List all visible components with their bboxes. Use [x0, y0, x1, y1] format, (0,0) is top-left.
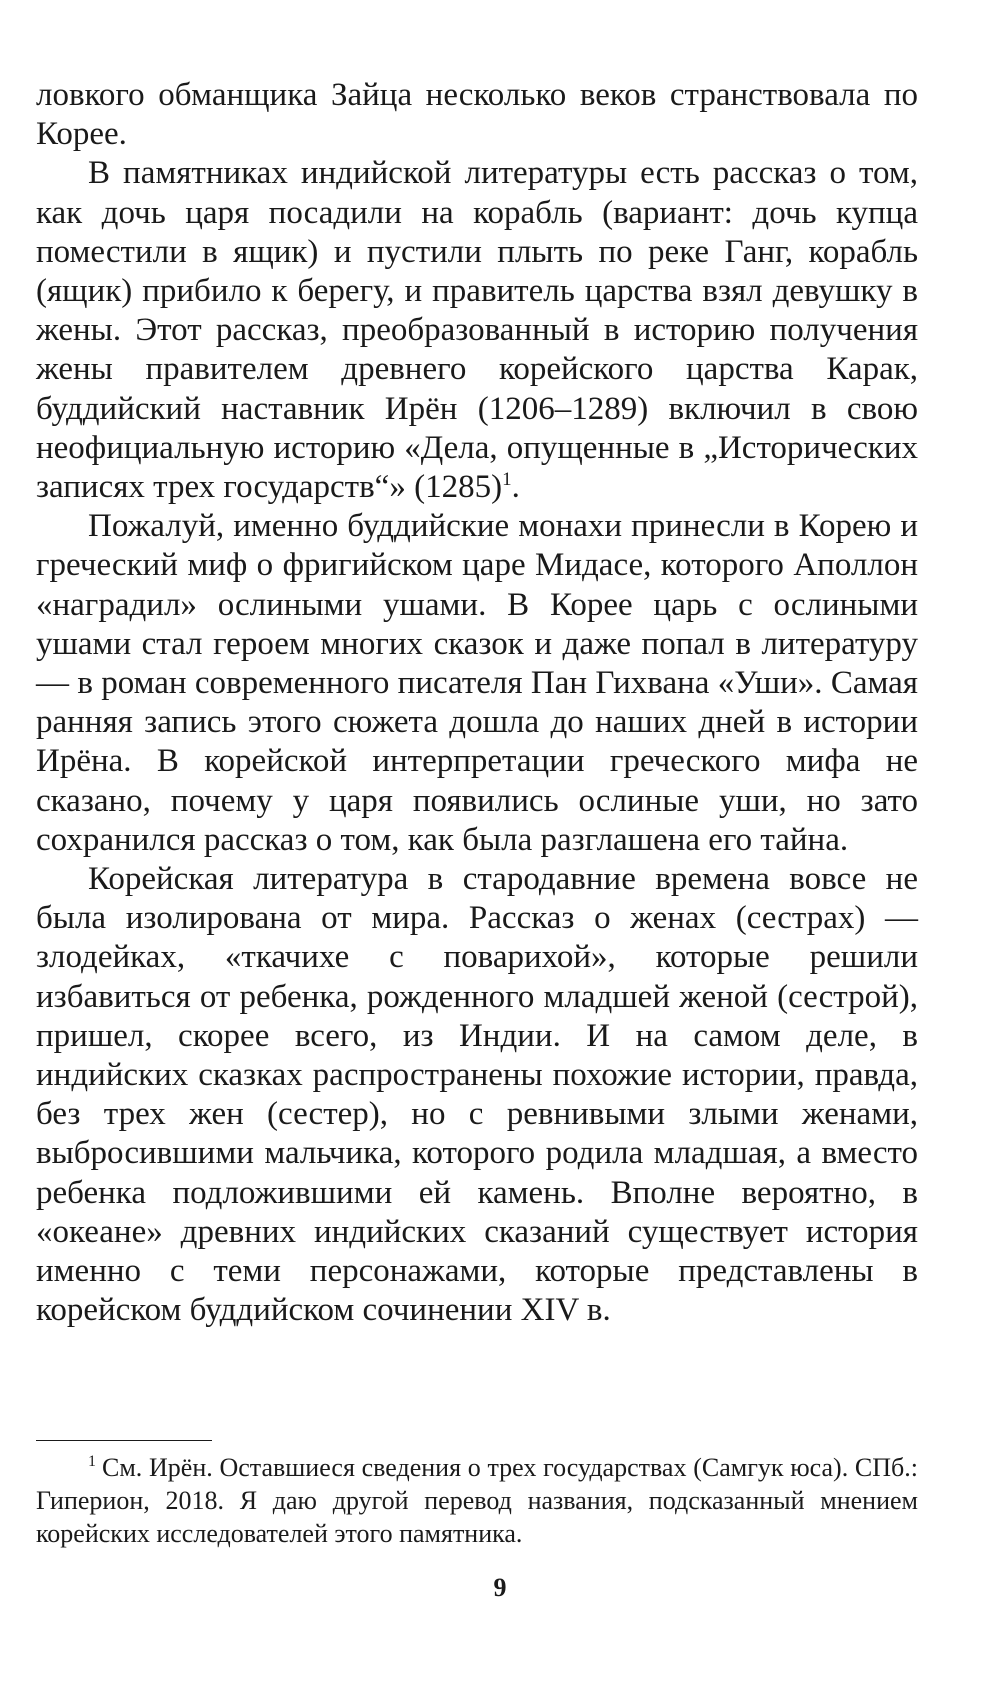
footnote-reference: 1	[502, 469, 512, 491]
paragraph-indian-story-text: В памятниках индийской литературы есть рассказ о том, как дочь царя посадили на корабль (вариант: дочь купца поместили в ящик) и пустили плыть по реке Ганг, корабль (ящик) прибило к берегу, и правитель царства взял девушку в жены. Этот рассказ, преобразованный в историю получения жены правителем древнего корейского царства Карак, буддийский наставник Ирён (1206–1289) включил в свою неофициальную историю «Дела, опущенные в „Исторических записях трех государств“» (1285)	[36, 155, 918, 506]
paragraph-korean-literature: Корейская литература в стародавние времена вовсе не была изолирована от мира. Рассказ о женах (сестрах) — злодейках, «ткачихе с поварихой», которые решили избавиться от ребенка, рожденного младшей женой (сестрой), пришел, скорее всего, из Индии. И на самом деле, в индийских сказках распространены похожие истории, правда, без трех жен (сестер), но с ревнивыми злыми женами, выбросившими мальчика, которого родила младшая, а вместо ребенка подложившими ей камень. Вполне вероятно, в «океане» древних индийских сказаний существует история именно с теми персонажами, которые представлены в корейском буддийском сочинении XIV в.	[36, 861, 918, 1329]
main-text	[36, 76, 918, 1331]
paragraph-midas-myth: Пожалуй, именно буддийские монахи принесли в Корею и греческий миф о фригийском царе Мидасе, которого Аполлон «наградил» ослиными ушами. В Корее царь с ослиными ушами стал героем многих сказок и даже попал в литературу — в роман современного писателя Пан Гихвана «Уши». Самая ранняя запись этого сюжета дошла до наших дней в истории Ирёна. В корейской интерпретации греческого мифа не сказано, почему у царя появились ослиные уши, но зато сохранился рассказ о том, как была разглашена его тайна.	[36, 508, 918, 858]
page-number: 9	[493, 1573, 507, 1602]
paragraph-indian-story	[36, 154, 918, 507]
footnote	[36, 1451, 918, 1550]
footnote-divider	[36, 1440, 212, 1441]
paragraph-continuation: ловкого обманщика Зайца несколько веков странствовала по Корее.	[36, 77, 918, 153]
footnote-marker: 1	[88, 1453, 96, 1471]
paragraph-indian-story-end: .	[511, 469, 520, 506]
footnote-text: См. Ирён. Оставшиеся сведения о трех государствах (Самгук юса). СПб.: Гиперион, 2018. Я даю другой перевод названия, подсказанный мнением корейских исследователей этого памятника.	[36, 1453, 918, 1548]
